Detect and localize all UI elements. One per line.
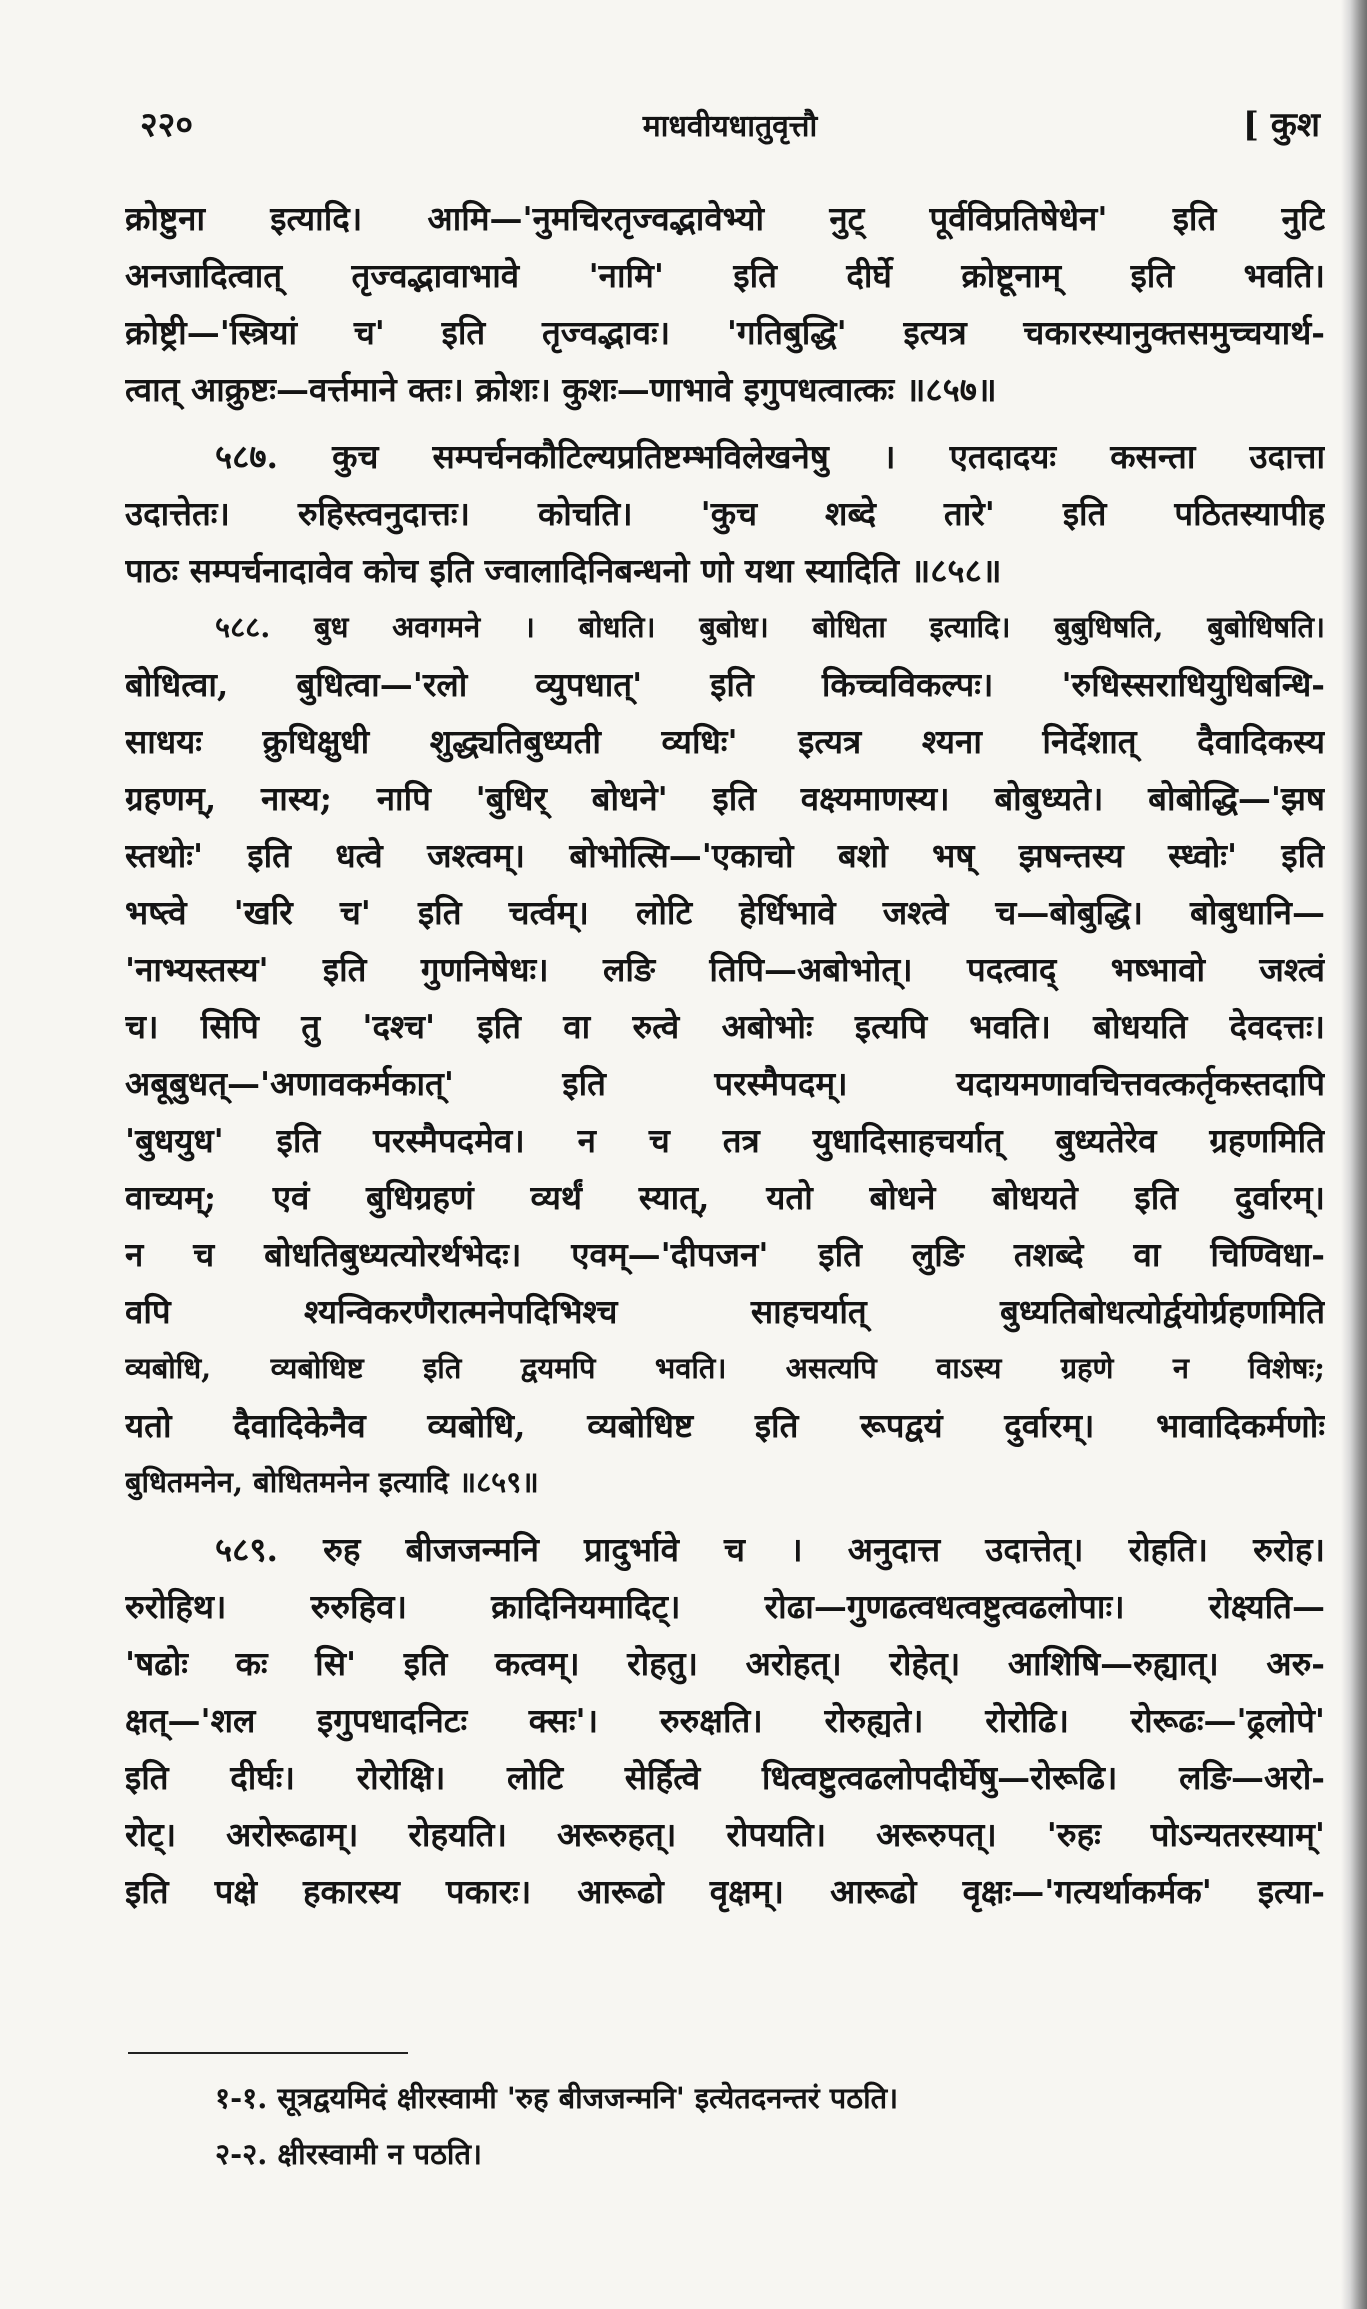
body-line: त्वात् आक्रुष्टः—वर्त्तमाने क्तः। क्रोशः। कुशः—णाभावे इगुपधत्वात्कः ॥८५७॥ — [125, 370, 997, 409]
body-line: क्षत्—'शल इगुपधादनिटः क्सः'। रुरुक्षति। रोरुह्यते। रोरोढि। रोरूढः—'ढ्रलोपे' — [125, 1701, 1325, 1740]
body-line: 'बुधयुध' इति परस्मैपदमेव। न च तत्र युधादिसाहचर्यात् बुध्यतेरेव ग्रहणमिति — [125, 1121, 1325, 1160]
page-header — [140, 100, 1320, 160]
body-line: इति दीर्घः। रोरोक्षि। लोटि सेर्हित्वे धित्वष्टुत्वढलोपदीर्घेषु—रोरूढि। लङि—अरो- — [125, 1758, 1325, 1797]
body-line: न च बोधतिबुध्यत्योरर्थभेदः। एवम्—'दीपजन' इति लुङि तशब्दे वा चिण्विधा- — [125, 1235, 1325, 1274]
body-line: वपि श्यन्विकरणैरात्मनेपदिभिश्च साहचर्यात् बुध्यतिबोधत्योर्द्वयोर्ग्रहणमिति — [125, 1292, 1325, 1331]
body-line: इति पक्षे हकारस्य पकारः। आरूढो वृक्षम्। आरूढो वृक्षः—'गत्यर्थाकर्मक' इत्या- — [125, 1872, 1325, 1911]
body-line: च। सिपि तु 'दश्च' इति वा रुत्वे अबोभोः इत्यपि भवति। बोधयति देवदत्तः। — [125, 1007, 1325, 1046]
body-line: ५८९. रुह बीजजन्मनि प्रादुर्भावे च । अनुदात्त उदात्तेत्। रोहति। रुरोह। — [215, 1530, 1325, 1569]
body-line: रुरोहिथ। रुरुहिव। क्रादिनियमादिट्। रोढा—गुणढत्वधत्वष्टुत्वढलोपाः। रोक्ष्यति— — [125, 1587, 1325, 1626]
paragraph-gap — [125, 418, 1325, 428]
body-line: बोधित्वा, बुधित्वा—'रलो व्युपधात्' इति किच्चविकल्पः। 'रुधिस्सराधियुधिबन्धि- — [125, 665, 1325, 704]
body-line: साधयः क्रुधिक्षुधी शुद्ध्यतिबुध्यती व्यधिः' इत्यत्र श्यना निर्देशात् दैवादिकस्य — [125, 722, 1325, 761]
body-line: उदात्तेतः। रुहिस्त्वनुदात्तः। कोचति। 'कुच शब्दे तारे' इति पठितस्यापीह — [125, 494, 1325, 533]
running-title: माधवीयधातुवृत्तौ — [642, 109, 818, 144]
body-line: ५८८. बुध अवगमने । बोधति। बुबोध। बोधिता इत्यादि। बुबुधिषति, बुबोधिषति। — [215, 610, 1325, 644]
footnotes — [215, 2070, 1265, 2182]
body-line: 'षढोः कः सि' इति कत्वम्। रोहतु। अरोहत्। रोहेत्। आशिषि—रुह्यात्। अरु- — [125, 1644, 1325, 1683]
body-line: भष्त्वे 'खरि च' इति चर्त्वम्। लोटि हेर्धिभावे जश्त्वे च—बोबुद्धि। बोबुधानि— — [125, 893, 1325, 932]
body-line: ५८७. कुच सम्पर्चनकौटिल्यप्रतिष्टम्भविलेखनेषु । एतदादयः कसन्ता उदात्ता — [215, 437, 1325, 476]
body-line: अनजादित्वात् तृज्वद्भावाभावे 'नामि' इति दीर्घे क्रोष्टूनाम् इति भवति। — [125, 256, 1325, 295]
body-line: बुधितमनेन, बोधितमनेन इत्यादि ॥८५९॥ — [125, 1465, 539, 1499]
body-line: व्यबोधि, व्यबोधिष्ट इति द्वयमपि भवति। असत्यपि वाऽस्य ग्रहणे न विशेषः; — [125, 1351, 1325, 1385]
page-number: २२० — [140, 105, 194, 145]
body-line: स्तथोः' इति धत्वे जश्त्वम्। बोभोत्सि—'एकाचो बशो भष् झषन्तस्य स्ध्वोः' इति — [125, 836, 1325, 875]
body-line: ग्रहणम्, नास्य; नापि 'बुधिर् बोधने' इति वक्ष्यमाणस्य। बोबुध्यते। बोबोद्धि—'झष — [125, 779, 1325, 818]
body-line: वाच्यम्; एवं बुधिग्रहणं व्यर्थं स्यात्, यतो बोधने बोधयते इति दुर्वारम्। — [125, 1178, 1325, 1217]
section-root-label: [ कुश — [1242, 105, 1320, 145]
page-edge-shadow — [1341, 0, 1367, 2309]
footnote-divider — [128, 2052, 408, 2054]
body-line: 'नाभ्यस्तस्य' इति गुणनिषेधः। लङि तिपि—अबोभोत्। पदत्वाद् भष्भावो जश्त्वं — [125, 950, 1325, 989]
body-line: क्रोष्टुना इत्यादि। आमि—'नुमचिरतृज्वद्भावेभ्यो नुट् पूर्वविप्रतिषेधेन' इति नुटि — [125, 199, 1325, 238]
paragraph-gap — [125, 1511, 1325, 1521]
footnote: १-१. सूत्रद्वयमिदं क्षीरस्वामी 'रुह बीजजन्मनि' इत्येतदनन्तरं पठति। — [215, 2081, 899, 2115]
body-line: पाठः सम्पर्चनादावेव कोच इति ज्वालादिनिबन्धनो णो यथा स्यादिति ॥८५८॥ — [125, 551, 1002, 590]
body-line: रोट्। अरोरूढाम्। रोहयति। अरूरुहत्। रोपयति। अरूरुपत्। 'रुहः पोऽन्यतरस्याम्' — [125, 1815, 1325, 1854]
footnote: २-२. क्षीरस्वामी न पठति। — [215, 2137, 482, 2171]
body-line: यतो दैवादिकेनैव व्यबोधि, व्यबोधिष्ट इति रूपद्वयं दुर्वारम्। भावादिकर्मणोः — [125, 1406, 1325, 1445]
body-line: क्रोष्ट्री—'स्त्रियां च' इति तृज्वद्भावः। 'गतिबुद्धि' इत्यत्र चकारस्यानुक्तसमुच्चयार्थ- — [125, 313, 1325, 352]
body-text — [125, 190, 1325, 1920]
body-line: अबूबुधत्—'अणावकर्मकात्' इति परस्मैपदम्। यदायमणावचित्तवत्कर्तृकस्तदापि — [125, 1064, 1325, 1103]
